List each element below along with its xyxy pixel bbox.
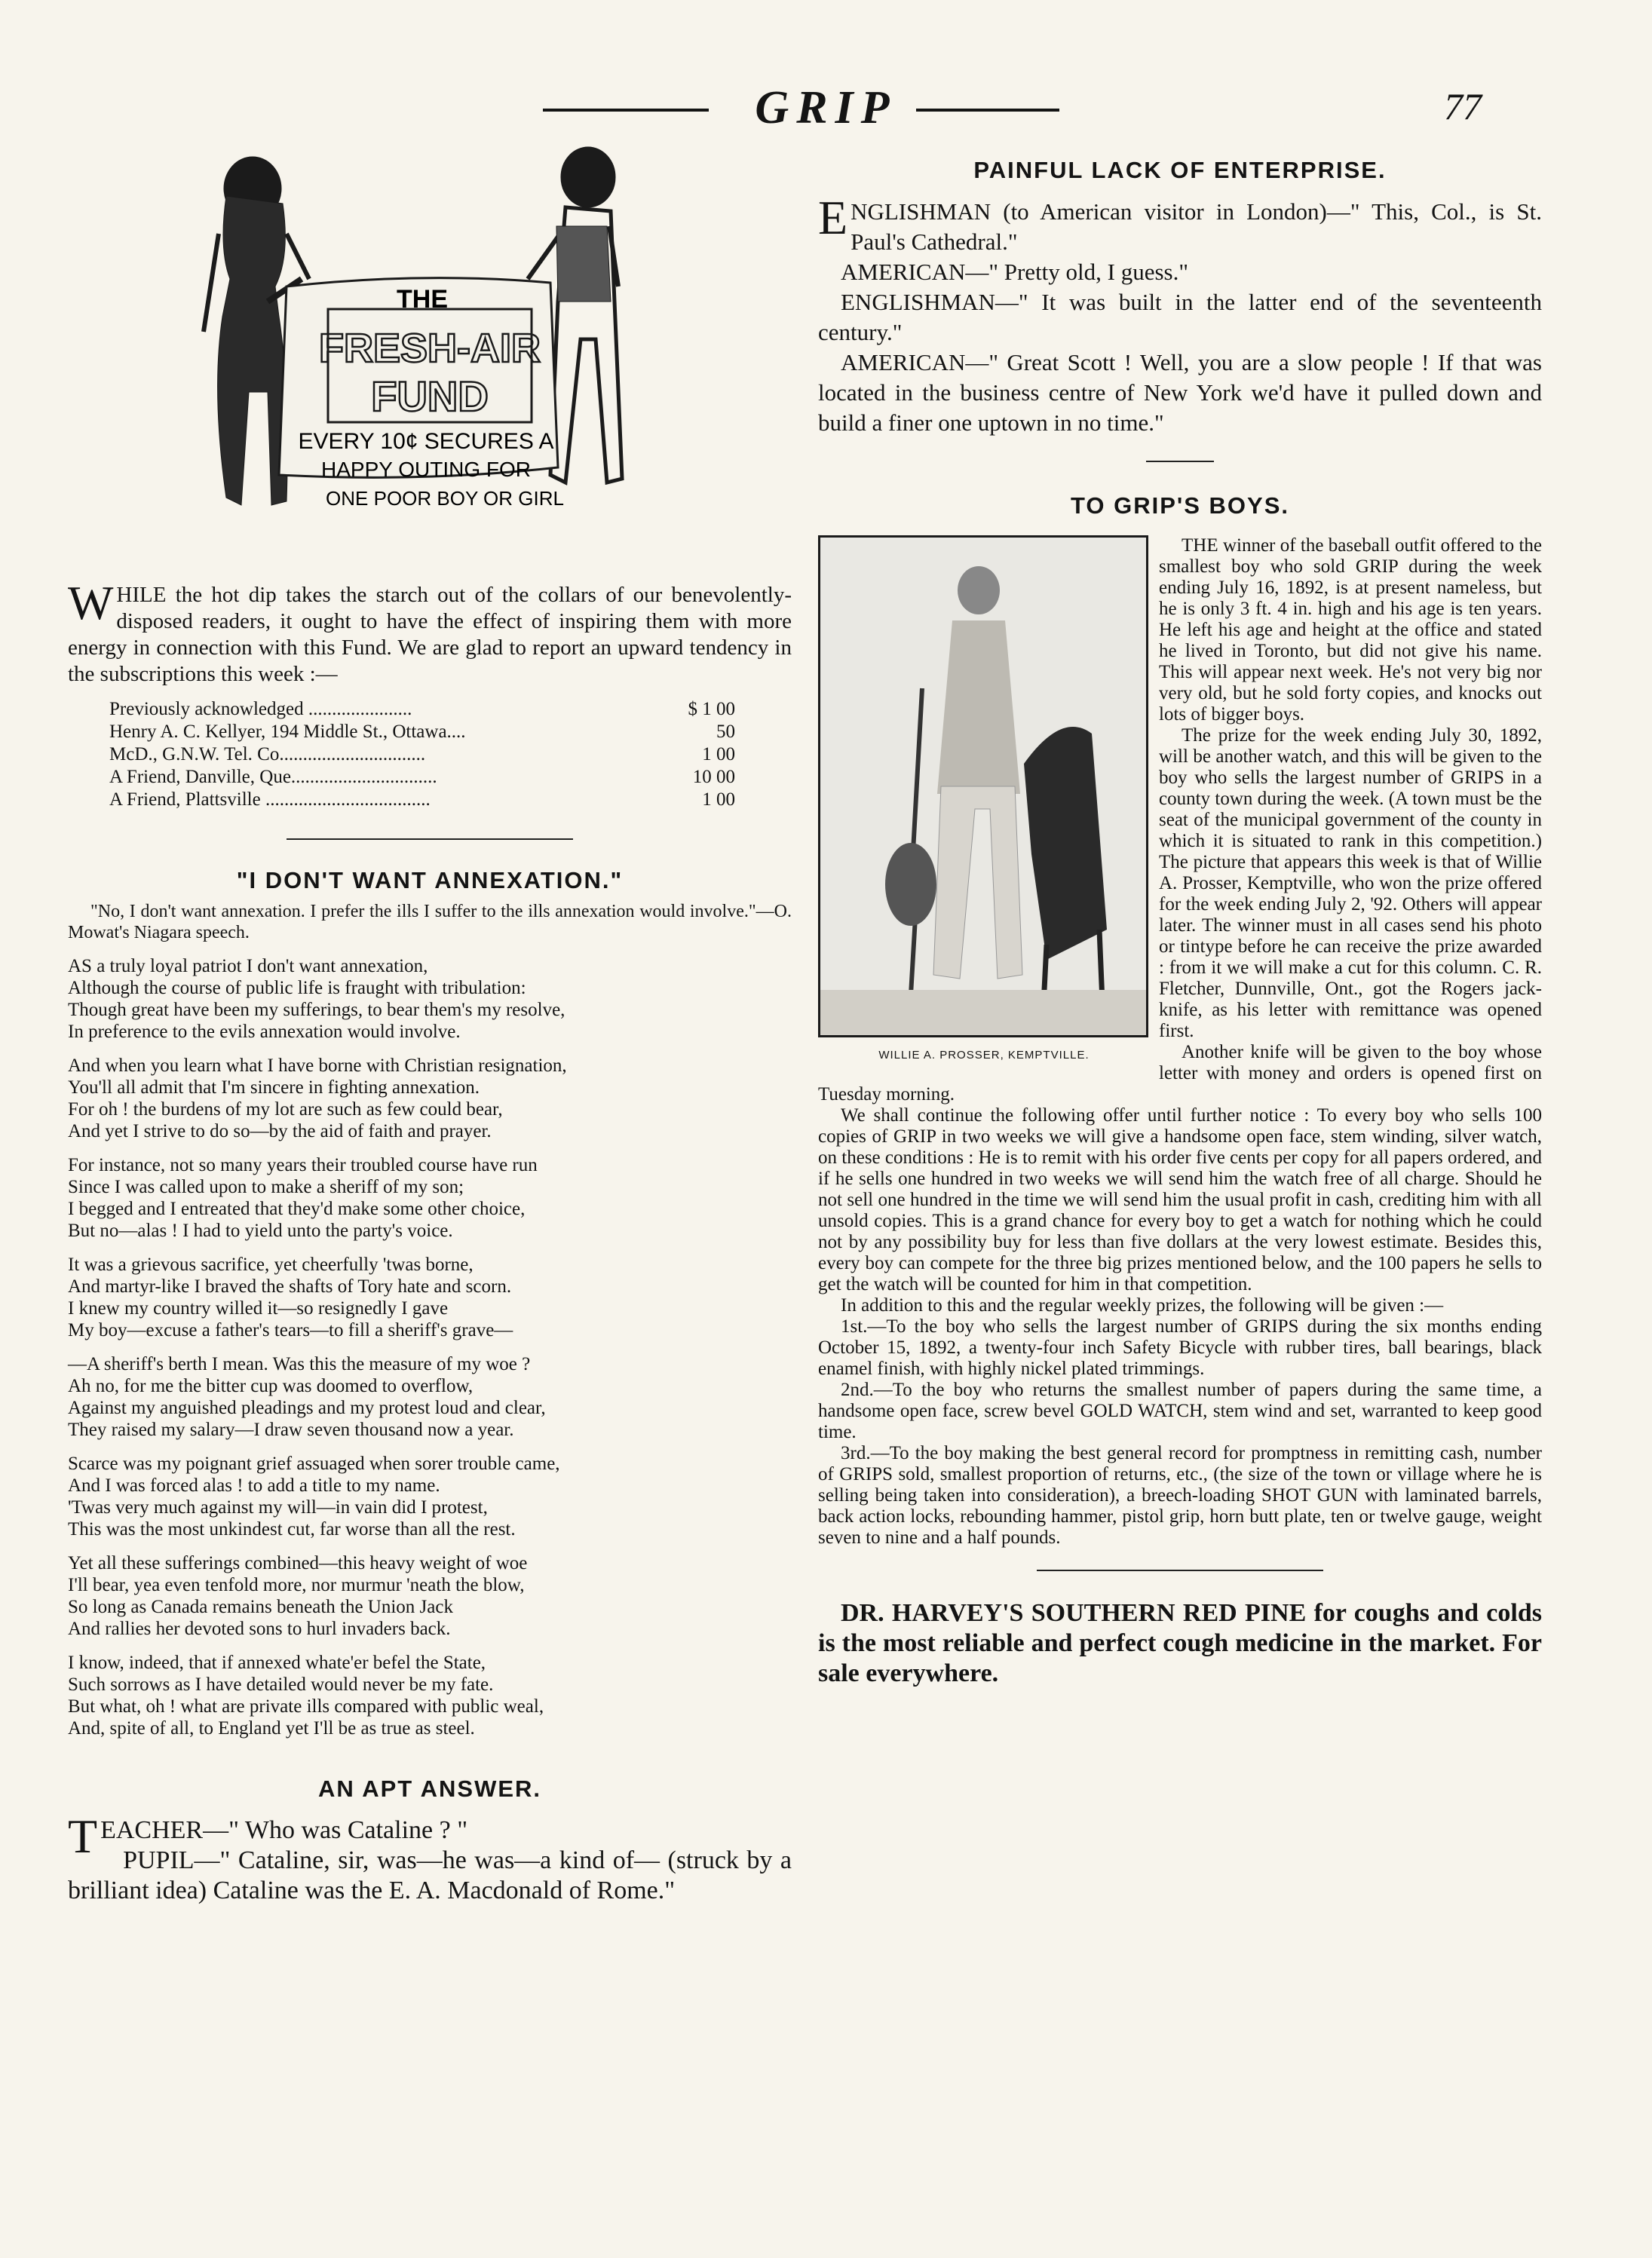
poem-line: Yet all these sufferings combined—this heavy weight of woe bbox=[68, 1553, 528, 1573]
prosser-photo bbox=[818, 535, 1150, 1063]
subscription-row bbox=[109, 721, 735, 743]
divider bbox=[287, 838, 573, 840]
annexation-epigraph: "No, I don't want annexation. I prefer the ills I suffer to the ills annexation would involve."—O. Mowat's Niagara speech. bbox=[68, 902, 792, 942]
grips-boys-para-5: In addition to this and the regular weekly prizes, the following will be given :— bbox=[841, 1295, 1444, 1316]
grips-boys-para-1: THE winner of the baseball outfit offered to the smallest boy who sold GRIP during the week ending July 16, 1892, is at present nameless, but he is only 3 ft. 4 in. high and his age is ten years. He left his age and height at the office and stated he lived in Toronto, but did not give his name. This will appear next week. He's not very big nor very old, but he sold forty copies, and knocks out lots of bigger boys. bbox=[1159, 535, 1542, 725]
poem-line: It was a grievous sacrifice, yet cheerfully 'twas borne, bbox=[68, 1255, 474, 1275]
poem-line: And when you learn what I have borne with Christian resignation, bbox=[68, 1055, 567, 1076]
subscriber-name: Previously acknowledged ...................... bbox=[109, 699, 412, 719]
enterprise-para-2: AMERICAN—" Pretty old, I guess." bbox=[841, 259, 1189, 285]
poem-stanza bbox=[68, 1453, 792, 1540]
poem-line: But no—alas ! I had to yield unto the party's voice. bbox=[68, 1221, 453, 1241]
enterprise-para-4: AMERICAN—" Great Scott ! Well, you are a slow people ! If that was located in the business centre of New York we'd have it pulled down and build a finer one uptown in no time." bbox=[818, 349, 1542, 436]
masthead bbox=[0, 75, 1652, 143]
poem-line: Ah no, for me the bitter cup was doomed to overflow, bbox=[68, 1376, 474, 1396]
poem-line: I'll bear, yea even tenfold more, nor murmur 'neath the blow, bbox=[68, 1575, 525, 1595]
poem-line: Though great have been my sufferings, to bear them's my resolve, bbox=[68, 1000, 565, 1020]
annexation-poem bbox=[68, 955, 792, 1739]
poem-line: For oh ! the burdens of my lot are such as few could bear, bbox=[68, 1099, 503, 1120]
subscriber-name: McD., G.N.W. Tel. Co............................... bbox=[109, 744, 426, 764]
poem-line: They raised my salary—I draw seven thousand now a year. bbox=[68, 1420, 514, 1440]
poem-line: And I was forced alas ! to add a title to my name. bbox=[68, 1475, 440, 1496]
grips-boys-article bbox=[818, 535, 1542, 1549]
poem-line: My boy—excuse a father's tears—to fill a sheriff's grave— bbox=[68, 1320, 513, 1340]
subscription-row bbox=[109, 698, 735, 721]
subscription-row bbox=[109, 766, 735, 789]
poem-line: Against my anguished pleadings and my protest loud and clear, bbox=[68, 1398, 546, 1418]
subscription-row bbox=[109, 743, 735, 766]
banner-line-3: FUND bbox=[371, 372, 489, 420]
poem-line: And martyr-like I braved the shafts of Tory hate and scorn. bbox=[68, 1276, 512, 1297]
page-number: 77 bbox=[1444, 85, 1482, 127]
subscription-row bbox=[109, 789, 735, 811]
banner-line-2: FRESH-AIR bbox=[319, 326, 541, 371]
fresh-air-fund-drawing bbox=[196, 143, 724, 565]
apt-answer-line-1: TEACHER—" Who was Cataline ? " bbox=[68, 1809, 468, 1863]
poem-line: And rallies her devoted sons to hurl invaders back. bbox=[68, 1619, 451, 1639]
apt-answer-heading: AN APT ANSWER. bbox=[317, 1775, 542, 1802]
subscriber-name: Henry A. C. Kellyer, 194 Middle St., Ottawa.... bbox=[109, 722, 466, 742]
banner-line-1: THE bbox=[397, 285, 448, 314]
subscription-amount: 1 00 bbox=[702, 744, 735, 764]
grips-boys-para-7: 2nd.—To the boy who returns the smallest number of papers during the same time, a handsome open face, screw bevel GOLD WATCH, stem wind and set, warranted to keep good time. bbox=[818, 1380, 1542, 1442]
left-column bbox=[68, 143, 792, 1906]
grips-boys-para-2: The prize for the week ending July 30, 1892, will be another watch, and this will be given to the boy who sells the largest number of GRIPS in a county town during the week. (A town must be the seat of the municipal government of the county in which it is situated to rank in this competition.) The picture that appears this week is that of Willie A. Prosser, Kemptville, who won the prize offered for the week ending July 2, '92. Others will appear later. The winner must in all cases send his photo or tintype before he can receive the prize awarded : from it we will make a cut for this column. C. R. Fletcher, Dunnville, Ont., got the Rogers jack-knife, as his letter with remittance was opened first. bbox=[1159, 725, 1542, 1041]
caption-line-1: EVERY 10¢ SECURES A bbox=[298, 429, 554, 454]
subscriber-name: A Friend, Danville, Que............................... bbox=[109, 767, 437, 787]
grips-boys-para-3: Another knife will be given to the boy whose letter with money and orders is opened first on Tuesday morning. bbox=[818, 1042, 1542, 1104]
subscription-amount: 10 00 bbox=[692, 767, 735, 787]
poem-line: Such sorrows as I have detailed would never be my fate. bbox=[68, 1674, 494, 1695]
poem-line: Since I was called upon to make a sheriff of my son; bbox=[68, 1177, 464, 1197]
enterprise-para-1: ENGLISHMAN (to American visitor in London)—" This, Col., is St. Paul's Cathedral." bbox=[818, 191, 1542, 255]
boy-portrait-image bbox=[820, 538, 1146, 1035]
masthead-title: GRIP bbox=[755, 82, 897, 133]
subscriber-name: A Friend, Plattsville ................................... bbox=[109, 789, 431, 810]
subscriptions-table bbox=[109, 698, 735, 811]
poem-stanza bbox=[68, 1154, 792, 1242]
poem-line: I knew my country willed it—so resignedly I gave bbox=[68, 1298, 449, 1319]
grips-boys-heading: TO GRIP'S BOYS. bbox=[1070, 492, 1290, 519]
poem-line: For instance, not so many years their troubled course have run bbox=[68, 1155, 538, 1175]
poem-stanza bbox=[68, 955, 792, 1043]
poem-line: But what, oh ! what are private ills compared with public weal, bbox=[68, 1696, 544, 1717]
annexation-heading: "I DON'T WANT ANNEXATION." bbox=[236, 867, 624, 893]
poem-line: You'll all admit that I'm sincere in fighting annexation. bbox=[68, 1077, 480, 1098]
poem-line: And, spite of all, to England yet I'll be as true as steel. bbox=[68, 1718, 475, 1739]
grips-boys-para-8: 3rd.—To the boy making the best general record for promptness in remitting cash, number of GRIPS sold, smallest proportion of returns, etc., (the size of the town or village where he is selling being taken into consideration), a breech-loading SHOT GUN with laminated barrels, back action locks, rebounding hammer, pistol grip, horn butt plate, ten or twelve gauge, weight seven to nine and a half pounds. bbox=[818, 1443, 1542, 1548]
fresh-air-illustration bbox=[196, 143, 724, 565]
poem-stanza bbox=[68, 1552, 792, 1640]
photo-caption: WILLIE A. PROSSER, KEMPTVILLE. bbox=[878, 1049, 1090, 1062]
poem-line: I begged and I entreated that they'd make some other choice, bbox=[68, 1199, 526, 1219]
poem-line: In preference to the evils annexation would involve. bbox=[68, 1022, 461, 1042]
poem-line: AS a truly loyal patriot I don't want annexation, bbox=[68, 956, 428, 976]
subscription-amount: $ 1 00 bbox=[688, 699, 735, 719]
poem-line: I know, indeed, that if annexed whate'er befel the State, bbox=[68, 1653, 486, 1673]
caption-line-3: ONE POOR BOY OR GIRL bbox=[326, 487, 564, 510]
southern-red-pine-advert: DR. HARVEY'S SOUTHERN RED PINE for coughs and colds is the most reliable and perfect cough medicine in the market. For sale everywhere. bbox=[818, 1599, 1542, 1687]
poem-stanza bbox=[68, 1652, 792, 1739]
poem-line: And yet I strive to do so—by the aid of faith and prayer. bbox=[68, 1121, 492, 1141]
poem-stanza bbox=[68, 1353, 792, 1441]
caption-line-2: HAPPY OUTING FOR bbox=[321, 458, 531, 481]
grips-boys-para-6: 1st.—To the boy who sells the largest number of GRIPS during the six months ending October 15, 1892, a twenty-four inch Safety Bicycle with rubber tires, ball bearings, black enamel finish, with highly nickel plated trimmings. bbox=[818, 1316, 1542, 1379]
subscription-amount: 1 00 bbox=[702, 789, 735, 810]
poem-stanza bbox=[68, 1254, 792, 1341]
enterprise-heading: PAINFUL LACK OF ENTERPRISE. bbox=[973, 157, 1387, 183]
apt-answer-line-2: PUPIL—" Cataline, sir, was—he was—a kind of— (struck by a brilliant idea) Cataline was the E. A. Macdonald of Rome." bbox=[68, 1846, 792, 1904]
divider bbox=[1037, 1570, 1323, 1571]
enterprise-para-3: ENGLISHMAN—" It was built in the latter end of the seventeenth century." bbox=[818, 289, 1542, 345]
photo-frame bbox=[818, 535, 1148, 1037]
poem-line: This was the most unkindest cut, far worse than all the rest. bbox=[68, 1519, 516, 1540]
poem-stanza bbox=[68, 1055, 792, 1142]
poem-line: Although the course of public life is fraught with tribulation: bbox=[68, 978, 526, 998]
poem-line: 'Twas very much against my will—in vain did I protest, bbox=[68, 1497, 488, 1518]
poem-line: Scarce was my poignant grief assuaged when sorer trouble came, bbox=[68, 1454, 560, 1474]
divider bbox=[1146, 461, 1214, 462]
poem-line: —A sheriff's berth I mean. Was this the measure of my woe ? bbox=[68, 1354, 531, 1374]
right-column bbox=[818, 151, 1542, 1689]
fresh-air-intro: WHILE the hot dip takes the starch out of the collars of our benevolently-disposed readers, it ought to have the effect of inspiring them with more energy in connection with this Fund. We are glad to report an upward tendency in the subscriptions this week :— bbox=[68, 576, 792, 686]
grips-boys-para-4: We shall continue the following offer until further notice : To every boy who sells 100 copies of GRIP in two weeks we will give a handsome open face, stem winding, silver watch, on these conditions : He is to remit with his order five cents per copy for all papers ordered, and if he sells one hundred in two weeks we will send him the watch free of all charge. Should he not sell one hundred in the time we will send him the usual profit in cash, crediting him with all unsold copies. This is a grand chance for every boy to get a watch for nothing which he could not by any possibility buy for less than five dollars at the very lowest estimate. Besides this, every boy can compete for the three big prizes mentioned below, and the 100 papers he sells to get the watch will be counted for him in that competition. bbox=[818, 1105, 1542, 1294]
poem-line: So long as Canada remains beneath the Union Jack bbox=[68, 1597, 453, 1617]
subscription-amount: 50 bbox=[716, 722, 735, 742]
